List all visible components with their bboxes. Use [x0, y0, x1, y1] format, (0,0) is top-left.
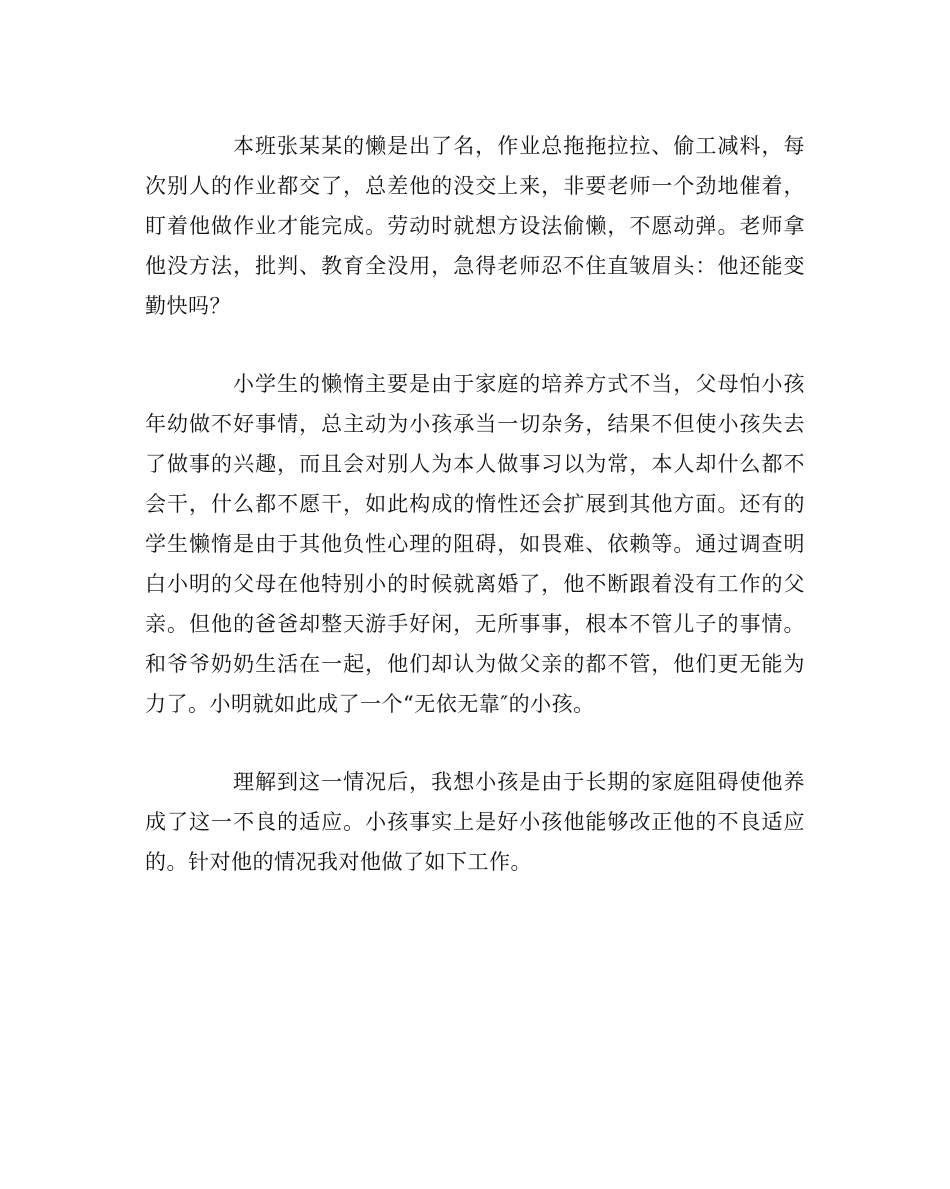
paragraph-response: 理解到这一情况后，我想小孩是由于长期的家庭阻碍使他养成了这一不良的适应。小孩事实上是好小孩他能够改正他的不良适应的。针对他的情况我对他做了如下工作。	[145, 770, 805, 874]
paragraph-causes: 小学生的懒惰主要是由于家庭的培养方式不当，父母怕小孩年幼做不好事情，总主动为小孩承当一切杂务，结果不但使小孩失去了做事的兴趣，而且会对别人为本人做事习以为常，本人却什么都不会干，什么都不愿干，如此构成的惰性还会扩展到其他方面。还有的学生懒惰是由于其他负性心理的阻碍，如畏难、依赖等。通过调查明白小明的父母在他特别小的时候就离婚了，他不断跟着没有工作的父亲。但他的爸爸却整天游手好闲，无所事事，根本不管儿子的事情。和爷爷奶奶生活在一起，他们却认为做父亲的都不管，他们更无能为力了。小明就如此成了一个“无依无靠″的小孩。	[145, 372, 805, 716]
document-body	[145, 126, 805, 882]
paragraph-lazy-student: 本班张某某的懒是出了名，作业总拖拖拉拉、偷工减料，每次别人的作业都交了，总差他的没交上来，非要老师一个劲地催着，盯着他做作业才能完成。劳动时就想方设法偷懒，不愿动弹。老师拿他没方法，批判、教育全没用，急得老师忍不住直皱眉头：他还能变勤快吗？	[145, 134, 805, 318]
